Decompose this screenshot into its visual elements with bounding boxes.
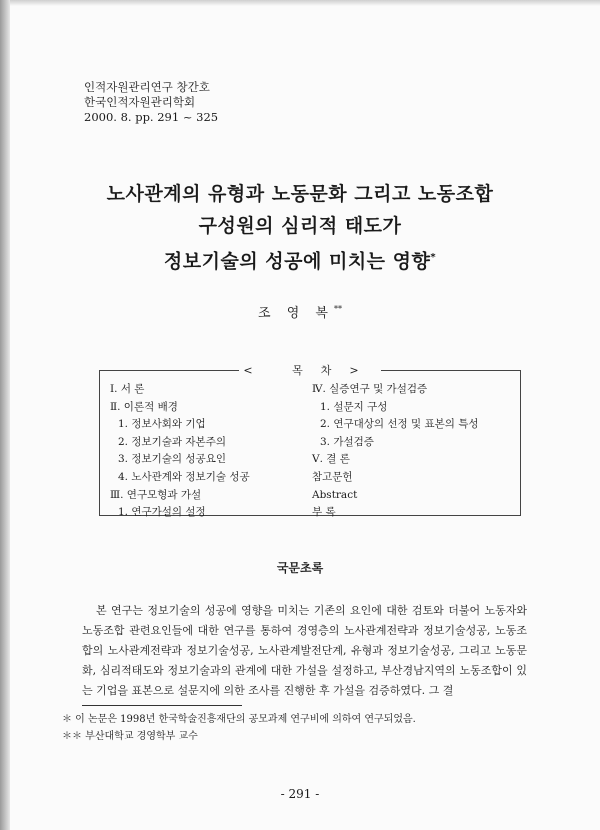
journal-info	[84, 80, 218, 125]
title-footnote-mark: *	[430, 252, 437, 263]
author	[0, 302, 600, 321]
footnote-1: ＊ 이 논문은 1998년 한국학술진흥재단의 공모과제 연구비에 의하여 연구되었음.	[62, 714, 416, 725]
toc-item: Ⅳ. 실증연구 및 가설검증	[312, 383, 428, 395]
abstract-body	[82, 601, 527, 701]
title-line-3	[0, 242, 600, 277]
toc-item: 1. 연구가설의 설정	[118, 506, 206, 519]
toc-item: 2. 정보기술과 자본주의	[118, 435, 226, 448]
toc-item: 3. 가설검증	[320, 435, 374, 448]
toc-header: < 목차>	[99, 362, 521, 378]
footnote-rule	[82, 705, 242, 706]
author-footnote-mark: **	[333, 304, 342, 314]
toc-left-column	[110, 381, 250, 522]
scan-edge-top	[0, 0, 600, 6]
abstract-paragraph: 본 연구는 정보기술의 성공에 영향을 미치는 기존의 요인에 대한 검토와 더불어 노동자와 노동조합 관련요인들에 대한 연구를 통하여 경영층의 노사관계전략과 정보기술성공, 노동조합의 노사관계전략과 정보기술성공, 노사관계발전단계, 유형과 정보기술성공, 그리고 노동문화, 심리적태도와 정보기술과의 관계에 대한 가설을 설정하고, 부산경남지역의 노동조합이 있는 기업을 표본으로 설문지에 의한 조사를 진행한 후 가설을 검증하였다. 그 결	[82, 604, 527, 697]
title-line-3-text: 정보기술의 성공에 미치는 영향	[163, 250, 431, 273]
scan-edge-left	[0, 0, 10, 830]
toc-item: 부 록	[312, 506, 336, 519]
toc-item: 1. 정보사회와 기업	[118, 418, 206, 431]
footnotes	[62, 711, 416, 745]
title-line-2: 구성원의 심리적 태도가	[198, 215, 402, 237]
toc-header-text: 목차	[292, 364, 350, 377]
toc-item: 2. 연구대상의 선정 및 표본의 특성	[320, 418, 479, 431]
abstract-heading: 국문초록	[276, 561, 324, 575]
toc-item: 1. 설문지 구성	[320, 400, 388, 413]
toc-right-column	[312, 381, 479, 522]
toc-item: 3. 정보기술의 성공요인	[118, 453, 226, 466]
toc-item: Ⅲ. 연구모형과 가설	[110, 488, 202, 501]
toc-item: Ⅱ. 이론적 배경	[110, 400, 178, 413]
toc-item: Ⅴ. 결 론	[312, 453, 350, 466]
paper-title	[0, 178, 600, 277]
author-name: 조 영 복	[258, 306, 334, 321]
title-line-1: 노사관계의 유형과 노동문화 그리고 노동조합	[106, 183, 494, 205]
toc-item: Ⅰ. 서 론	[110, 383, 145, 395]
toc-item: 4. 노사관계와 정보기술 성공	[118, 470, 250, 483]
journal-issue: 2000. 8. pp. 291 ~ 325	[84, 110, 219, 124]
journal-name: 인적자원관리연구 창간호	[84, 80, 210, 94]
page-number: - 291 -	[280, 787, 320, 801]
footnote-2: ＊＊ 부산대학교 경영학부 교수	[62, 731, 198, 742]
journal-society: 한국인적자원관리학회	[84, 95, 196, 109]
toc-item: Abstract	[312, 488, 358, 501]
toc-item: 참고문헌	[312, 470, 353, 483]
